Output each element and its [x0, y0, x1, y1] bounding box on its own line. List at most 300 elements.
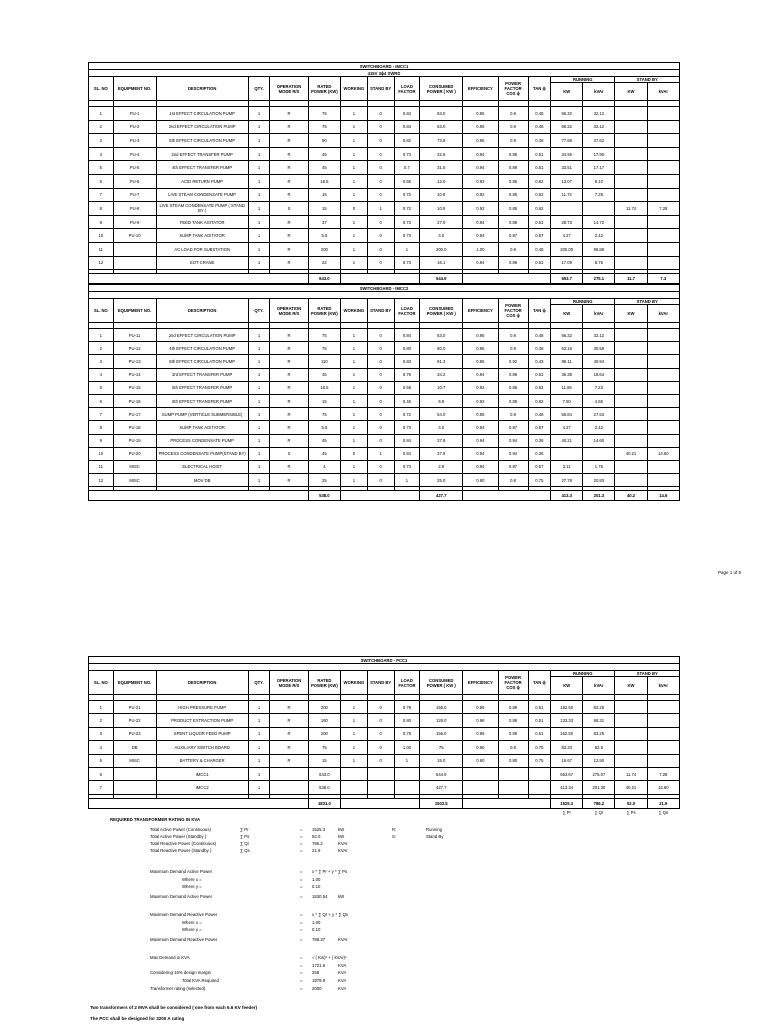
table-row: [89, 355, 680, 368]
table-cell: PU-17: [113, 408, 156, 421]
table-cell: 5.5: [308, 421, 340, 434]
calc-label: Maximum Demand Reactive Power: [150, 912, 218, 917]
table-cell: 0: [367, 381, 394, 394]
table-cell: SUMP TANK AGITATOR: [156, 421, 248, 434]
table-cell: SUMP PUMP (VERTICLE SUBMERSIBLE): [156, 408, 248, 421]
table-cell: 83.25: [583, 727, 615, 740]
table-cell: 7.28: [583, 188, 615, 202]
table-cell: 1st EFFECT CIRCULATION PUMP: [156, 107, 248, 121]
table-cell: R: [270, 107, 309, 121]
table-row: [89, 202, 680, 216]
table-cell: [647, 215, 679, 229]
table-cell: R: [270, 215, 309, 229]
table-cell: 27.0: [420, 215, 463, 229]
table-cell: 63.0: [420, 120, 463, 134]
table-cell: PU-6: [113, 174, 156, 188]
table-cell: 30.59: [583, 342, 615, 355]
calc-equals: =: [300, 963, 303, 968]
table-cell: 0.51: [528, 714, 551, 727]
table-cell: [615, 242, 647, 256]
table-cell: 1: [340, 460, 367, 473]
table-cell: 0.51: [528, 147, 551, 161]
calc-equals: =: [300, 827, 303, 832]
table-cell: PU-13: [113, 355, 156, 368]
table-cell: 0: [367, 408, 394, 421]
table-cell: 0.73: [394, 256, 420, 270]
table-cell: 1: [248, 434, 269, 447]
table-cell: [647, 134, 679, 148]
table-cell: DB: [113, 741, 156, 754]
column-header: STAND BY: [615, 299, 680, 305]
total-consumed: 1502.5: [420, 798, 463, 808]
calc-value: 1721.6: [312, 963, 326, 968]
table-cell: 0.46: [394, 394, 420, 407]
table-cell: 12.0: [420, 174, 463, 188]
table-cell: [498, 767, 528, 780]
table-cell: 643.0: [308, 767, 340, 780]
table-cell: 1: [248, 754, 269, 767]
column-header: SL. NO: [89, 299, 114, 323]
table-cell: 1: [340, 741, 367, 754]
legend-key: R:: [392, 827, 397, 832]
table-row: [89, 161, 680, 175]
table-cell: 77.68: [551, 134, 583, 148]
table-cell: 0.95: [463, 329, 498, 342]
total-rated: 1831.0: [308, 798, 340, 808]
table-cell: [367, 767, 394, 780]
table-cell: SPENT LIQUOR FEED PUMP: [156, 727, 248, 740]
calc-label: Maximum Demand Active Power: [150, 894, 213, 899]
table-cell: 4: [308, 460, 340, 473]
table-cell: 10.8: [420, 188, 463, 202]
table-cell: 0: [367, 256, 394, 270]
table-cell: 56.84: [551, 408, 583, 421]
table-cell: 1: [367, 202, 394, 216]
table-cell: 0.84: [394, 447, 420, 460]
table-row: [89, 147, 680, 161]
table-cell: R: [270, 134, 309, 148]
table-cell: 0.9: [498, 329, 528, 342]
table-cell: R: [270, 714, 309, 727]
table-cell: 0.89: [498, 161, 528, 175]
table-cell: 91.3: [420, 355, 463, 368]
table-cell: 8.10: [583, 174, 615, 188]
table-cell: 17.17: [583, 161, 615, 175]
calc-equals: =: [300, 978, 303, 983]
calc-equals: =: [300, 920, 303, 925]
table-cell: [113, 242, 156, 256]
table-cell: 10.8: [420, 202, 463, 216]
table-cell: 0.90: [463, 474, 498, 487]
table-cell: 0.9: [498, 120, 528, 134]
table-cell: 1: [248, 381, 269, 394]
table-cell: [270, 767, 309, 780]
table-cell: 0.96: [463, 727, 498, 740]
table-cell: 1: [340, 229, 367, 243]
calc-unit: KVAr: [338, 841, 348, 846]
table-cell: [615, 434, 647, 447]
table-cell: 96.86: [583, 242, 615, 256]
table-cell: 1: [340, 256, 367, 270]
table-cell: [647, 120, 679, 134]
table-cell: R: [270, 256, 309, 270]
table-cell: [615, 701, 647, 714]
table-cell: 0.95: [463, 355, 498, 368]
table-cell: 0.57: [528, 421, 551, 434]
total-blank: [340, 491, 419, 501]
calc-unit: kW: [338, 894, 345, 899]
table-cell: 0: [367, 242, 394, 256]
table-cell: PU-18: [113, 421, 156, 434]
table-cell: 36.38: [551, 368, 583, 381]
table-cell: [615, 329, 647, 342]
column-header: OPERATION MODE R/S: [270, 299, 309, 323]
table-cell: 0.78: [394, 727, 420, 740]
table-cell: 90: [308, 134, 340, 148]
column-header: LOAD FACTOR: [394, 77, 420, 101]
table-cell: 11: [89, 242, 114, 256]
table-cell: PU-14: [113, 368, 156, 381]
calc-equals: =: [300, 894, 303, 899]
table-cell: [615, 421, 647, 434]
calc-unit: KVA: [338, 986, 347, 991]
table-cell: 0.72: [394, 202, 420, 216]
column-header: WORKING: [340, 671, 367, 695]
table-cell: AUXILIARY SWITCH BOARD: [156, 741, 248, 754]
table-cell: 0.7: [394, 161, 420, 175]
table-cell: 6.9: [420, 394, 463, 407]
table-cell: 4th EFFECT CIRCULATION PUMP: [156, 342, 248, 355]
table-row: [89, 107, 680, 121]
table-cell: 96.11: [551, 355, 583, 368]
table-cell: 0.89: [498, 215, 528, 229]
table-cell: 10.7: [420, 381, 463, 394]
total-blank: [463, 274, 551, 284]
total-standby-kvar: 21.9: [647, 798, 679, 808]
table-cell: 60.0: [420, 342, 463, 355]
calc-label: Total KVA Required: [182, 978, 219, 983]
column-header: EFFICIENCY: [463, 77, 498, 101]
column-header: EFFICIENCY: [463, 671, 498, 695]
title-row: [89, 285, 680, 292]
switchboard-subtitle: 415V 3ɸ4 SWRD: [89, 70, 680, 77]
table-cell: 5: [89, 754, 114, 767]
calc-value: 788.37: [312, 937, 326, 942]
calc-value: 0.10: [312, 927, 321, 932]
table-cell: 0.87: [498, 421, 528, 434]
table-cell: 7.28: [647, 202, 679, 216]
table-cell: 0: [367, 368, 394, 381]
table-cell: 0.9: [498, 242, 528, 256]
table-cell: [528, 781, 551, 794]
calc-value: 1.00: [312, 877, 321, 882]
table-cell: 14.60: [647, 781, 679, 794]
table-row: [89, 394, 680, 407]
table-cell: 9: [89, 434, 114, 447]
subtitle-row: [89, 664, 680, 671]
table-cell: 5: [89, 161, 114, 175]
table-cell: 1: [340, 355, 367, 368]
table-cell: 75: [308, 107, 340, 121]
table-cell: 27.78: [551, 474, 583, 487]
table-cell: 6th EFFECT TRANSFER PUMP: [156, 394, 248, 407]
table-cell: R: [270, 342, 309, 355]
table-cell: 63.16: [551, 342, 583, 355]
calc-equals: =: [300, 955, 303, 960]
table-cell: 0.95: [463, 342, 498, 355]
table-cell: 0.48: [528, 329, 551, 342]
column-header: OPERATION MODE R/S: [270, 77, 309, 101]
table-cell: 0.62: [528, 381, 551, 394]
table-cell: BATTERY & CHARGER: [156, 754, 248, 767]
table-cell: 45: [308, 161, 340, 175]
table-row: [89, 381, 680, 394]
table-cell: 1: [248, 781, 269, 794]
imcc2-table: [88, 284, 680, 501]
table-cell: [615, 215, 647, 229]
table-cell: 1: [248, 215, 269, 229]
table-cell: 15.0: [420, 754, 463, 767]
table-cell: [551, 447, 583, 460]
total-running-kw: 413.3: [551, 491, 583, 501]
table-cell: PU-3: [113, 134, 156, 148]
table-cell: [615, 408, 647, 421]
table-cell: [647, 174, 679, 188]
table-cell: 1: [248, 727, 269, 740]
table-cell: 0.73: [394, 215, 420, 229]
table-cell: 0.80: [498, 754, 528, 767]
table-row: [89, 741, 680, 754]
column-header: STAND BY: [615, 671, 680, 677]
calc-unit: KVAr: [338, 937, 348, 942]
calc-unit: KVA: [338, 978, 347, 983]
table-cell: 1: [340, 134, 367, 148]
table-cell: 0: [367, 329, 394, 342]
column-header: KW: [615, 677, 647, 695]
table-cell: LIVE STEAM CONDENSATE PUMP: [156, 188, 248, 202]
table-cell: R: [270, 727, 309, 740]
table-cell: [615, 161, 647, 175]
table-cell: 1: [340, 120, 367, 134]
table-cell: 1: [248, 202, 269, 216]
calc-value: 1979.9: [312, 978, 326, 983]
table-cell: 7.23: [583, 381, 615, 394]
table-cell: 0: [367, 754, 394, 767]
table-cell: 54.0: [420, 408, 463, 421]
table-cell: [647, 754, 679, 767]
table-cell: 0.83: [394, 355, 420, 368]
table-cell: 0.94: [463, 229, 498, 243]
table-cell: [113, 781, 156, 794]
table-cell: 553.67: [551, 767, 583, 780]
table-cell: 0.78: [394, 701, 420, 714]
table-cell: 25: [308, 474, 340, 487]
table-cell: [647, 741, 679, 754]
table-cell: 0.89: [498, 727, 528, 740]
column-header: POWER FACTOR COS ɸ: [498, 671, 528, 695]
column-header: STAND BY: [615, 77, 680, 83]
table-cell: 1: [248, 188, 269, 202]
table-cell: 0: [367, 174, 394, 188]
table-cell: 22: [308, 256, 340, 270]
table-cell: [394, 781, 420, 794]
table-cell: R: [270, 460, 309, 473]
table-cell: 0.92: [498, 355, 528, 368]
table-cell: 0.51: [528, 215, 551, 229]
table-cell: 0: [367, 394, 394, 407]
total-blank: [463, 798, 551, 808]
table-cell: 0: [367, 355, 394, 368]
calc-equals: =: [300, 877, 303, 882]
table-cell: S: [270, 447, 309, 460]
table-cell: [340, 767, 367, 780]
table-row: [89, 767, 680, 780]
calc-label: Transformer rating (selected): [150, 986, 206, 991]
table-cell: 1: [340, 174, 367, 188]
table-cell: 33.51: [551, 161, 583, 175]
table-cell: 0.94: [463, 147, 498, 161]
table-cell: 0.36: [528, 434, 551, 447]
table-row: [89, 460, 680, 473]
table-cell: 156.0: [420, 701, 463, 714]
column-header: KW: [551, 305, 583, 323]
table-cell: [647, 161, 679, 175]
table-cell: 162.50: [551, 701, 583, 714]
table-cell: 0.84: [394, 107, 420, 121]
table-cell: 1: [340, 714, 367, 727]
table-cell: 1: [340, 394, 367, 407]
table-cell: 83.25: [583, 701, 615, 714]
column-header: RUNNING: [551, 671, 615, 677]
column-header: DESCRIPTION: [156, 671, 248, 695]
table-cell: 0.51: [528, 368, 551, 381]
table-cell: 0.75: [528, 474, 551, 487]
table-cell: R: [270, 329, 309, 342]
column-header: TAN ɸ: [528, 671, 551, 695]
column-header: EQUIPMENT NO.: [113, 299, 156, 323]
table-cell: R: [270, 741, 309, 754]
table-cell: 37.8: [420, 434, 463, 447]
table-cell: [615, 147, 647, 161]
table-cell: 110: [308, 355, 340, 368]
table-cell: 1: [248, 421, 269, 434]
calc-equals: =: [300, 986, 303, 991]
table-cell: 1: [248, 134, 269, 148]
column-header: kVAr: [647, 305, 679, 323]
table-cell: 1: [248, 147, 269, 161]
table-row: [89, 215, 680, 229]
table-cell: 1: [248, 447, 269, 460]
column-header: EQUIPMENT NO.: [113, 671, 156, 695]
table-cell: 1: [394, 474, 420, 487]
table-cell: IMCC1: [156, 767, 248, 780]
column-header: POWER FACTOR COS ɸ: [498, 77, 528, 101]
table-cell: 7.28: [647, 767, 679, 780]
table-cell: 3rd EFFECT TRANSFER PUMP: [156, 368, 248, 381]
table-cell: MISC: [113, 460, 156, 473]
table-cell: [113, 256, 156, 270]
table-cell: 0.8: [498, 474, 528, 487]
calc-label: Total Reactive Power (Continuous): [150, 841, 217, 846]
table-cell: 18.5: [308, 381, 340, 394]
table-cell: 75: [308, 329, 340, 342]
table-cell: 1: [340, 242, 367, 256]
table-cell: 1: [248, 714, 269, 727]
column-header: RUNNING: [551, 299, 615, 305]
table-cell: 75: [420, 741, 463, 754]
table-row: [89, 134, 680, 148]
table-cell: 0.84: [394, 120, 420, 134]
page-number: Page 1 of 5: [718, 570, 742, 575]
table-cell: 68.31: [583, 714, 615, 727]
table-cell: IMCC2: [156, 781, 248, 794]
total-blank: [340, 274, 419, 284]
table-cell: 0.92: [463, 381, 498, 394]
table-row: [89, 727, 680, 740]
table-cell: 2nd EFFECT CIRCULATION PUMP: [156, 329, 248, 342]
pcc1-table: [88, 656, 680, 816]
table-cell: 1: [248, 701, 269, 714]
table-cell: 0: [367, 714, 394, 727]
table-row: [89, 120, 680, 134]
table-cell: 0.90: [463, 741, 498, 754]
table-cell: [615, 474, 647, 487]
table-cell: 0.62: [528, 202, 551, 216]
calc-value: 21.9: [312, 848, 321, 853]
column-header: DESCRIPTION: [156, 299, 248, 323]
table-cell: 0.82: [394, 134, 420, 148]
column-header: kVAr: [647, 677, 679, 695]
table-cell: 12: [89, 256, 114, 270]
column-header: RATED POWER (KW): [308, 77, 340, 101]
table-cell: 66.32: [551, 107, 583, 121]
table-cell: 0.51: [528, 256, 551, 270]
table-cell: [615, 727, 647, 740]
calc-equals: =: [300, 912, 303, 917]
total-standby-kvar: 7.3: [647, 274, 679, 284]
table-cell: PU-1: [113, 107, 156, 121]
calc-equals: =: [300, 970, 303, 975]
calc-unit: kW: [338, 827, 345, 832]
calc-value: √ ( Kw)² + ( kVAr)²: [312, 955, 347, 960]
table-cell: R: [270, 421, 309, 434]
calc-value: 2000: [312, 986, 322, 991]
subtitle-row: [89, 70, 680, 77]
column-header: RATED POWER (KW): [308, 671, 340, 695]
table-cell: 0.94: [463, 421, 498, 434]
table-row: [89, 342, 680, 355]
table-cell: 2nd EFFECT TRANSFER PUMP: [156, 147, 248, 161]
table-cell: [615, 460, 647, 473]
table-cell: 200.00: [551, 242, 583, 256]
table-cell: R: [270, 394, 309, 407]
column-header: CONSUMED POWER ( KW ): [420, 671, 463, 695]
table-cell: 0.94: [463, 460, 498, 473]
table-cell: 200: [308, 701, 340, 714]
table-cell: R: [270, 174, 309, 188]
column-header: RATED POWER (KW): [308, 299, 340, 323]
table-cell: 40.21: [615, 781, 647, 794]
table-cell: [615, 714, 647, 727]
table-cell: 0.8: [498, 741, 528, 754]
column-header: QTY.: [248, 299, 269, 323]
table-cell: [615, 355, 647, 368]
column-header: kVAr: [583, 305, 615, 323]
calc-label: Maximum Demand Active Power: [150, 869, 213, 874]
calc-value: 258: [312, 970, 320, 975]
table-cell: 0: [367, 460, 394, 473]
calc-symbol: ∑ Qs: [240, 848, 250, 853]
